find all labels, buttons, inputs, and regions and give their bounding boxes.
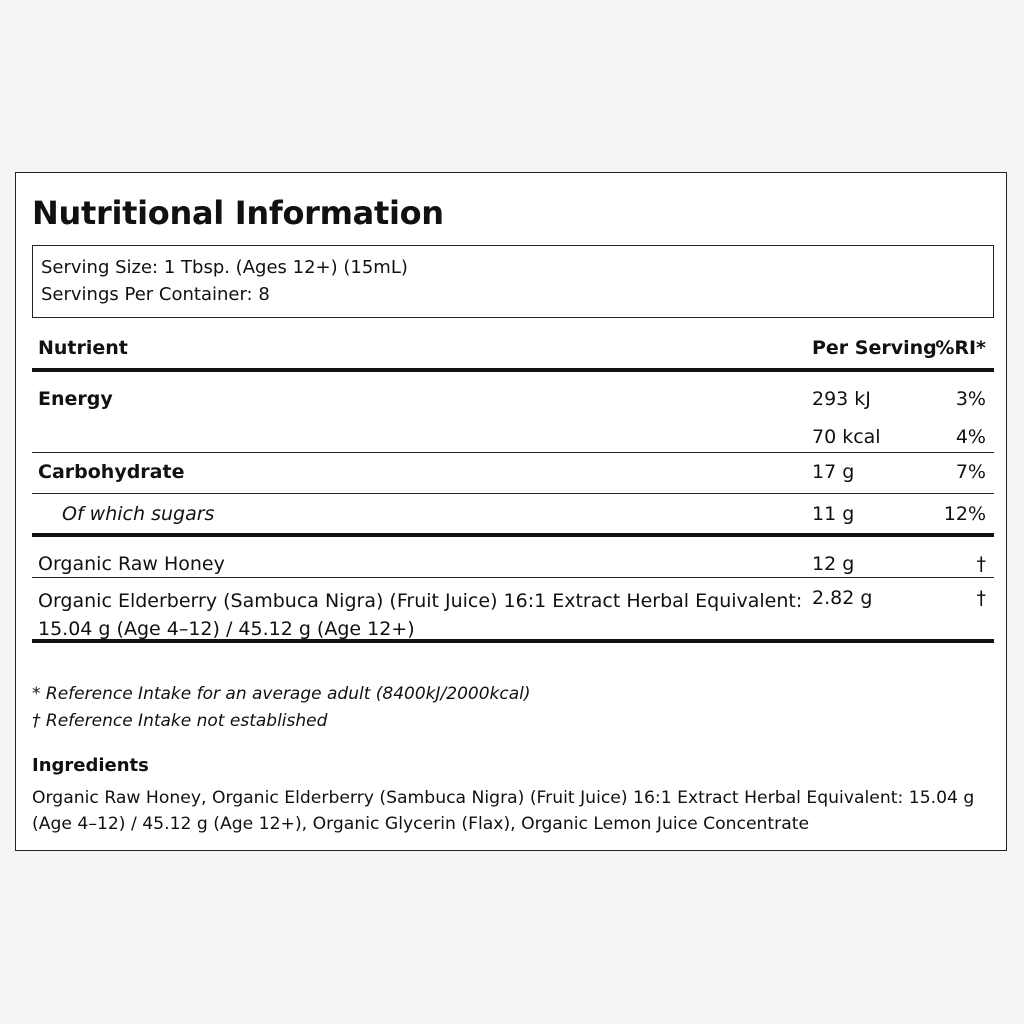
serving-size: Serving Size: 1 Tbsp. (Ages 12+) (15mL) xyxy=(41,257,408,278)
ingredients-heading: Ingredients xyxy=(32,755,149,776)
header-ri: %RI* xyxy=(935,337,986,359)
table-row-elderberry xyxy=(32,578,994,643)
panel-title: Nutritional Information xyxy=(32,194,444,232)
ri-value: 7% xyxy=(955,461,986,483)
footnotes xyxy=(32,681,531,735)
per-serving-value: 2.82 g xyxy=(812,587,873,609)
ri-value: 3% xyxy=(955,388,986,410)
per-serving-value: 12 g xyxy=(812,553,855,575)
nutrient-name: Organic Elderberry (Sambuca Nigra) (Fruit Juice) 16:1 Extract Herbal Equivalent: 15.04 g (Age 4–12) / 45.12 g (Age 12+) xyxy=(38,590,803,640)
ri-value: † xyxy=(976,587,986,609)
table-row-carbohydrate xyxy=(32,453,994,494)
footnote-reference-intake: * Reference Intake for an average adult (8400kJ/2000kcal) xyxy=(32,684,531,704)
per-serving-value: 293 kJ xyxy=(812,388,871,410)
ri-value: † xyxy=(976,553,986,575)
serving-info-box xyxy=(32,245,994,318)
nutrient-name: Energy xyxy=(38,388,113,410)
ingredients-text: Organic Raw Honey, Organic Elderberry (Sambuca Nigra) (Fruit Juice) 16:1 Extract Herbal Equivalent: 15.04 g (Age 4–12) / 45.12 g (Age 12+), Organic Glycerin (Flax), Organic Lemon Juice Concentrate xyxy=(32,788,975,834)
table-row-raw-honey xyxy=(32,537,994,578)
per-serving-value: 11 g xyxy=(812,503,855,525)
table-row-energy-kcal xyxy=(32,412,994,453)
table-row-sugars xyxy=(32,494,994,537)
servings-per-container: Servings Per Container: 8 xyxy=(41,284,270,305)
ri-value: 4% xyxy=(955,426,986,448)
nutrition-panel xyxy=(15,172,1007,851)
header-per-serving: Per Serving xyxy=(812,337,937,359)
per-serving-value: 70 kcal xyxy=(812,426,881,448)
table-row-energy-kj xyxy=(32,372,994,412)
nutrient-name: Organic Raw Honey xyxy=(38,553,225,575)
nutrient-table xyxy=(32,328,994,643)
per-serving-value: 17 g xyxy=(812,461,855,483)
ri-value: 12% xyxy=(943,503,986,525)
nutrient-name: Of which sugars xyxy=(62,503,215,525)
header-nutrient: Nutrient xyxy=(38,337,128,359)
table-header-row xyxy=(32,328,994,372)
nutrient-name: Carbohydrate xyxy=(38,461,185,483)
footnote-not-established: † Reference Intake not established xyxy=(32,711,328,731)
